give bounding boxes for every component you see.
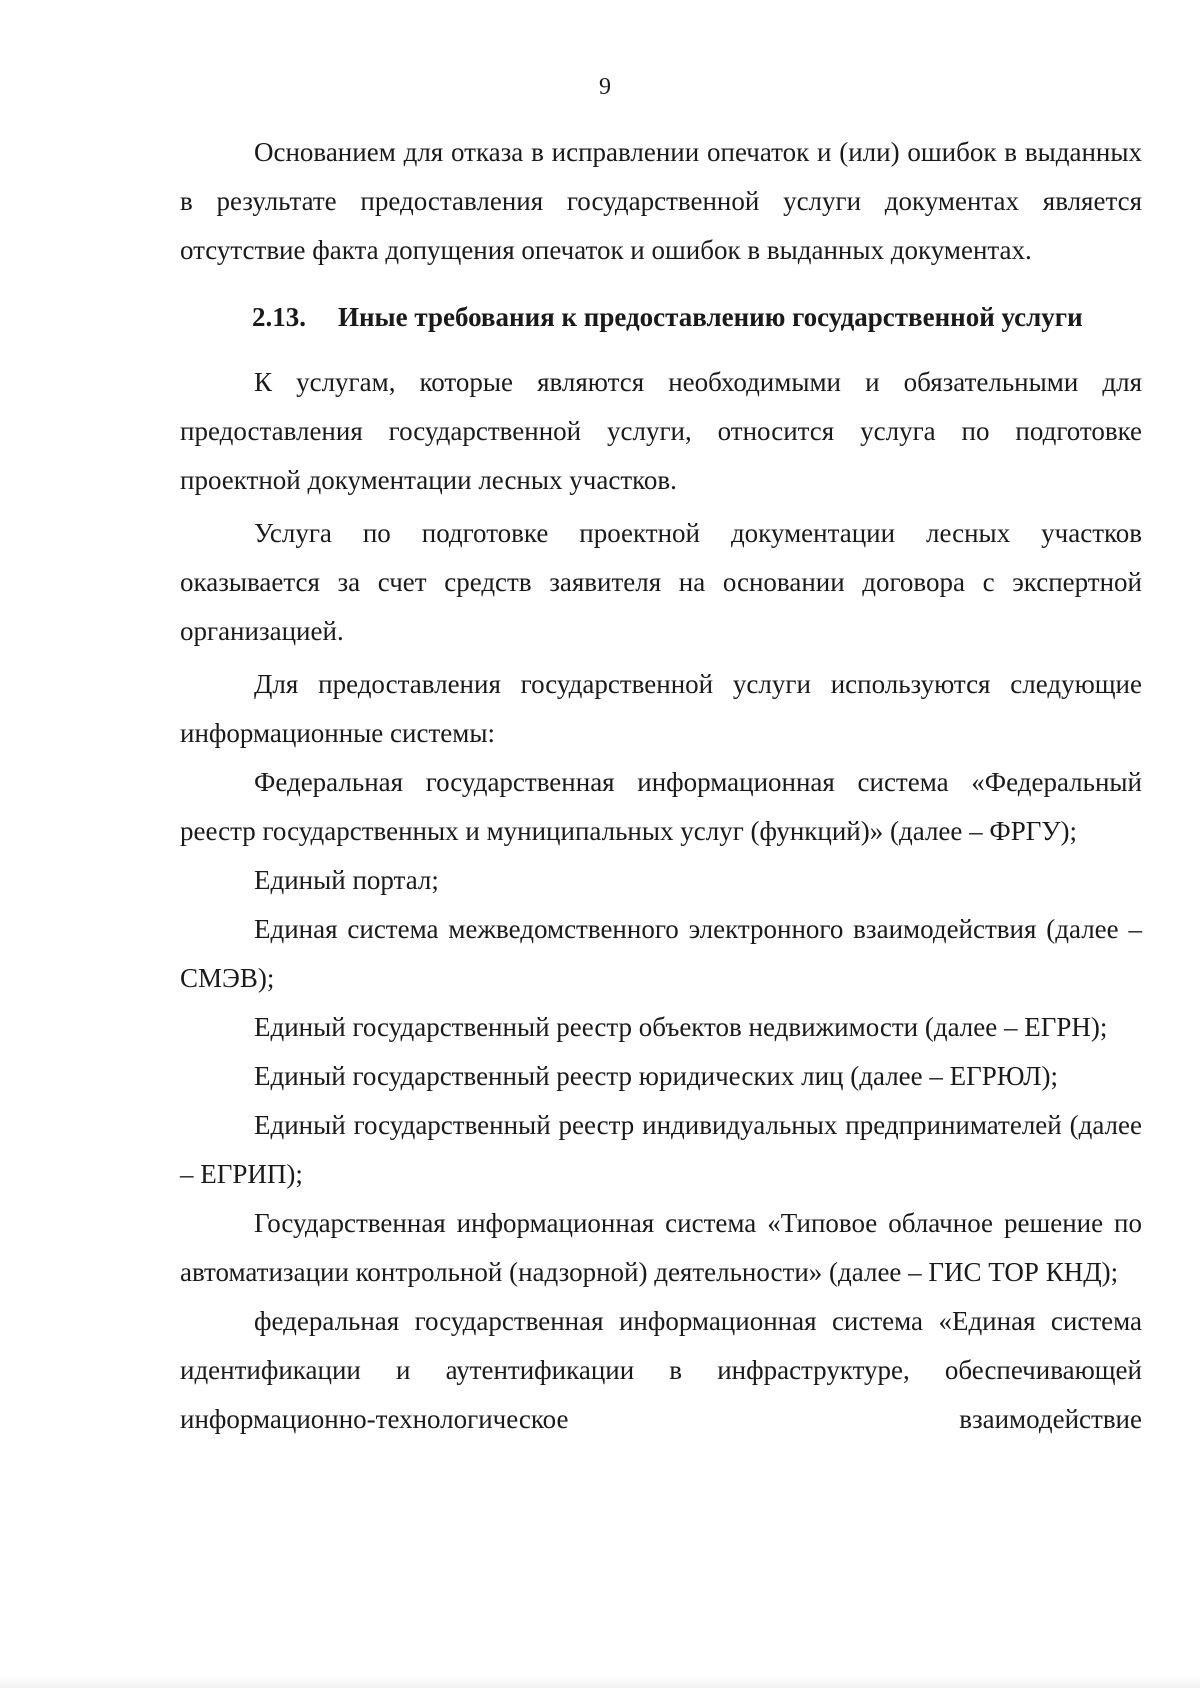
paragraph-smev: Единая система межведомственного электронного взаимодействия (далее – СМЭВ); bbox=[180, 914, 1142, 993]
page-bottom-edge bbox=[0, 1676, 1200, 1688]
paragraph-service-funding: Услуга по подготовке проектной документации лесных участков оказывается за счет средств заявителя на основании договора с экспертной организацией. bbox=[180, 518, 1142, 646]
paragraph-info-systems-intro: Для предоставления государственной услуги используются следующие информационные системы: bbox=[180, 669, 1142, 748]
document-body bbox=[180, 128, 1142, 1444]
section-number: 2.13. bbox=[252, 302, 306, 332]
section-title: Иные требования к предоставлению государственной услуги bbox=[338, 302, 1083, 332]
paragraph-egrip: Единый государственный реестр индивидуальных предпринимателей (далее – ЕГРИП); bbox=[180, 1110, 1142, 1189]
page-number: 9 bbox=[599, 74, 611, 100]
paragraph-refusal-grounds: Основанием для отказа в исправлении опечаток и (или) ошибок в выданных в результате предоставления государственной услуги документах является отсутствие факта допущения опечаток и ошибок в выданных документах. bbox=[180, 137, 1142, 265]
paragraph-egrul: Единый государственный реестр юридических лиц (далее – ЕГРЮЛ); bbox=[254, 1061, 1058, 1091]
paragraph-single-portal: Единый портал; bbox=[254, 865, 439, 895]
paragraph-egrn: Единый государственный реестр объектов недвижимости (далее – ЕГРН); bbox=[254, 1012, 1108, 1042]
paragraph-esia: федеральная государственная информационная система «Единая система идентификации и аутентификации в инфраструктуре, обеспечивающей информационно-технологическое взаимодействие bbox=[180, 1306, 1142, 1434]
paragraph-gis-tor-knd: Государственная информационная система «Типовое облачное решение по автоматизации контрольной (надзорной) деятельности» (далее – ГИС ТОР КНД); bbox=[180, 1208, 1142, 1287]
paragraph-necessary-services: К услугам, которые являются необходимыми и обязательными для предоставления государственной услуги, относится услуга по подготовке проектной документации лесных участков. bbox=[180, 367, 1142, 495]
paragraph-frgu: Федеральная государственная информационная система «Федеральный реестр государственных и муниципальных услуг (функций)» (далее – ФРГУ); bbox=[180, 767, 1142, 846]
section-heading bbox=[180, 293, 1142, 342]
